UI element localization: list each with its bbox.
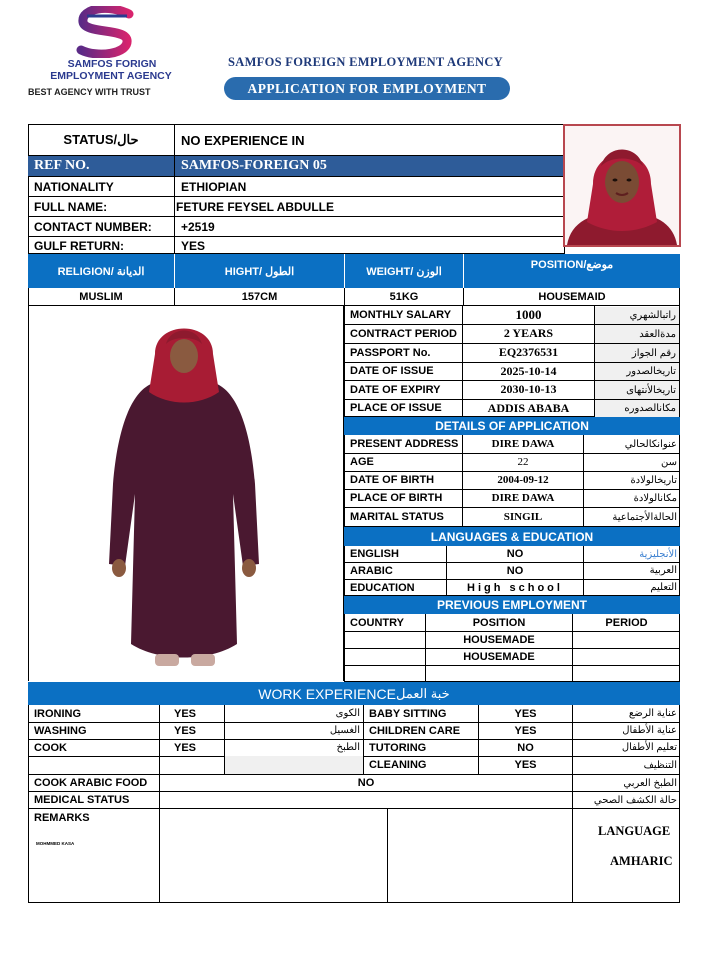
skill-value: YES xyxy=(174,724,197,737)
prev-header: PREVIOUS EMPLOYMENT xyxy=(344,596,680,614)
skill-ar xyxy=(225,756,363,774)
details-label: MARITAL STATUS xyxy=(350,511,444,523)
skill-value-right: YES xyxy=(514,724,537,737)
portrait-photo xyxy=(563,124,681,247)
skill-ar-right: تعليم الأطفال xyxy=(621,742,677,753)
lang-label: ENGLISH xyxy=(350,548,399,560)
logo-line-2: EMPLOYMENT AGENCY xyxy=(50,70,172,82)
work-header xyxy=(28,682,680,705)
status-label: STATUS/حال xyxy=(63,132,139,147)
details-header: DETAILS OF APPLICATION xyxy=(344,417,680,435)
logo-line-1: SAMFOS FORIGN xyxy=(67,58,157,70)
skill-value: YES xyxy=(174,741,197,754)
job-label: DATE OF EXPIRY xyxy=(350,383,441,396)
portrait-figure xyxy=(565,126,679,245)
weight-value: 51KG xyxy=(389,290,419,303)
medical-ar: حالة الكشف الصحي xyxy=(593,794,677,806)
position-value: HOUSEMAID xyxy=(538,290,606,303)
prev-col-country: COUNTRY xyxy=(350,616,404,629)
skill-ar-right: عناية الأطفال xyxy=(622,725,677,736)
job-label: CONTRACT PERIOD xyxy=(350,327,457,340)
skill-ar: الطبخ xyxy=(336,742,360,753)
agency-logo xyxy=(24,4,194,100)
cook-arabic-label: COOK ARABIC FOOD xyxy=(34,777,148,789)
work-header-ar: خبة العمل xyxy=(395,685,450,701)
religion-header: RELIGION/ الديانة xyxy=(28,254,174,288)
fullname-value: FETURE FEYSEL ABDULLE xyxy=(176,199,335,214)
details-label: PRESENT ADDRESS xyxy=(350,438,459,450)
skill-value-right: NO xyxy=(517,741,534,754)
medical-value xyxy=(160,792,572,808)
skill-label-right: CLEANING xyxy=(369,759,427,771)
cook-arabic-value: NO xyxy=(357,777,375,789)
details-value: 22 xyxy=(517,456,529,468)
details-ar: عنوانكالحالي xyxy=(624,438,677,450)
ref-label: REF NO. xyxy=(34,158,90,173)
status-value: NO EXPERIENCE IN xyxy=(181,132,305,148)
skill-value xyxy=(168,756,224,774)
full-body-photo xyxy=(28,306,344,681)
job-label: MONTHLY SALARY xyxy=(350,309,452,321)
prev-row-1-position: HOUSEMADE xyxy=(463,633,535,646)
skill-label xyxy=(28,756,159,774)
details-label: PLACE OF BIRTH xyxy=(350,492,443,504)
lang-value: High school xyxy=(467,581,563,594)
height-value: 157CM xyxy=(241,290,278,303)
job-ar: رقم الجواز xyxy=(595,344,679,362)
skill-label-right: TUTORING xyxy=(369,741,427,754)
lang-ar: التعليم xyxy=(650,582,677,593)
skill-label: COOK xyxy=(34,741,67,754)
job-value: EQ2376531 xyxy=(498,345,559,359)
job-label: PLACE OF ISSUE xyxy=(350,402,442,414)
details-ar: تاريخالولادة xyxy=(630,474,677,486)
lang-ar: الأنجليزية xyxy=(639,548,677,560)
job-label: DATE OF ISSUE xyxy=(350,365,434,377)
fullname-label: FULL NAME: xyxy=(34,199,108,214)
gulf-label: GULF RETURN: xyxy=(34,238,124,253)
details-ar: سن xyxy=(661,456,677,468)
job-value: 2030-10-13 xyxy=(500,382,557,396)
nationality-value: ETHIOPIAN xyxy=(181,179,247,194)
prev-col-position: POSITION xyxy=(472,616,526,629)
skill-value: YES xyxy=(174,707,197,720)
cook-arabic-ar: الطبخ العربي xyxy=(623,777,677,789)
language-box-value: AMHARIC xyxy=(610,854,673,868)
details-label: DATE OF BIRTH xyxy=(350,474,435,486)
skill-ar-right: التنظيف xyxy=(643,759,677,771)
position-header: POSITION/موضع xyxy=(464,254,680,274)
job-value: 1000 xyxy=(515,307,542,322)
remarks-label: REMARKS xyxy=(34,812,90,824)
form-title: APPLICATION FOR EMPLOYMENT xyxy=(224,77,510,100)
details-value: DIRE DAWA xyxy=(491,492,555,504)
details-value: 2004-09-12 xyxy=(497,474,549,486)
job-ar: تاريخالأنتهاى xyxy=(595,381,679,399)
job-label: PASSPORT No. xyxy=(350,346,431,359)
ref-value: SAMFOS-FOREIGN 05 xyxy=(181,158,327,173)
lang-label: ARABIC xyxy=(350,564,393,577)
language-box-label: LANGUAGE xyxy=(598,824,671,838)
skill-label: WASHING xyxy=(34,724,87,737)
job-ar: تاريخالصدور xyxy=(595,363,679,380)
agency-name: SAMFOS FOREIGN EMPLOYMENT AGENCY xyxy=(228,55,504,69)
lang-label: EDUCATION xyxy=(350,581,415,594)
prev-row-2-position: HOUSEMADE xyxy=(463,650,535,663)
details-label: AGE xyxy=(350,456,374,468)
lang-header: LANGUAGES & EDUCATION xyxy=(344,527,680,546)
work-header-en: WORK EXPERIENCE xyxy=(258,685,396,702)
lang-ar: العربية xyxy=(649,565,677,576)
job-value: 2025-10-14 xyxy=(500,363,557,378)
height-header: HIGHT/ الطول xyxy=(175,254,344,288)
details-value: SINGIL xyxy=(503,511,543,523)
lang-value: NO xyxy=(506,564,524,577)
job-value: ADDIS ABABA xyxy=(487,400,570,415)
weight-header: WEIGHT/ الوزن xyxy=(345,254,463,288)
skill-value-right: YES xyxy=(514,759,537,771)
logo-s-icon xyxy=(69,6,143,58)
job-ar: مدةالعقد xyxy=(595,325,679,343)
lang-value: NO xyxy=(506,548,524,560)
gulf-value: YES xyxy=(181,238,206,253)
details-ar: مكانالولادة xyxy=(633,492,677,504)
logo-tagline: BEST AGENCY WITH TRUST xyxy=(28,87,151,97)
skill-ar: الكوى xyxy=(335,708,360,719)
religion-value: MUSLIM xyxy=(79,290,123,303)
skill-value-right: YES xyxy=(514,707,537,720)
job-ar: مكانالصدوره xyxy=(595,400,679,417)
details-ar: الحالةالأجتماعية xyxy=(612,511,677,523)
job-ar: راتبالشهري xyxy=(595,307,679,324)
full-body-figure xyxy=(99,314,269,676)
remarks-note: MOHMMED KASA xyxy=(36,841,75,846)
medical-label: MEDICAL STATUS xyxy=(34,794,130,806)
contact-value: +2519 xyxy=(181,219,215,234)
skill-label: IRONING xyxy=(34,707,82,720)
skill-label-right: CHILDREN CARE xyxy=(369,724,461,737)
contact-label: CONTACT NUMBER: xyxy=(34,219,152,234)
job-value: 2 YEARS xyxy=(503,326,554,340)
prev-col-period: PERIOD xyxy=(605,616,648,629)
skill-ar: الغسيل xyxy=(329,725,360,736)
details-value: DIRE DAWA xyxy=(491,438,555,450)
nationality-label: NATIONALITY xyxy=(34,179,114,194)
skill-ar-right: عناية الرضع xyxy=(628,708,677,719)
skill-label-right: BABY SITTING xyxy=(369,707,447,720)
